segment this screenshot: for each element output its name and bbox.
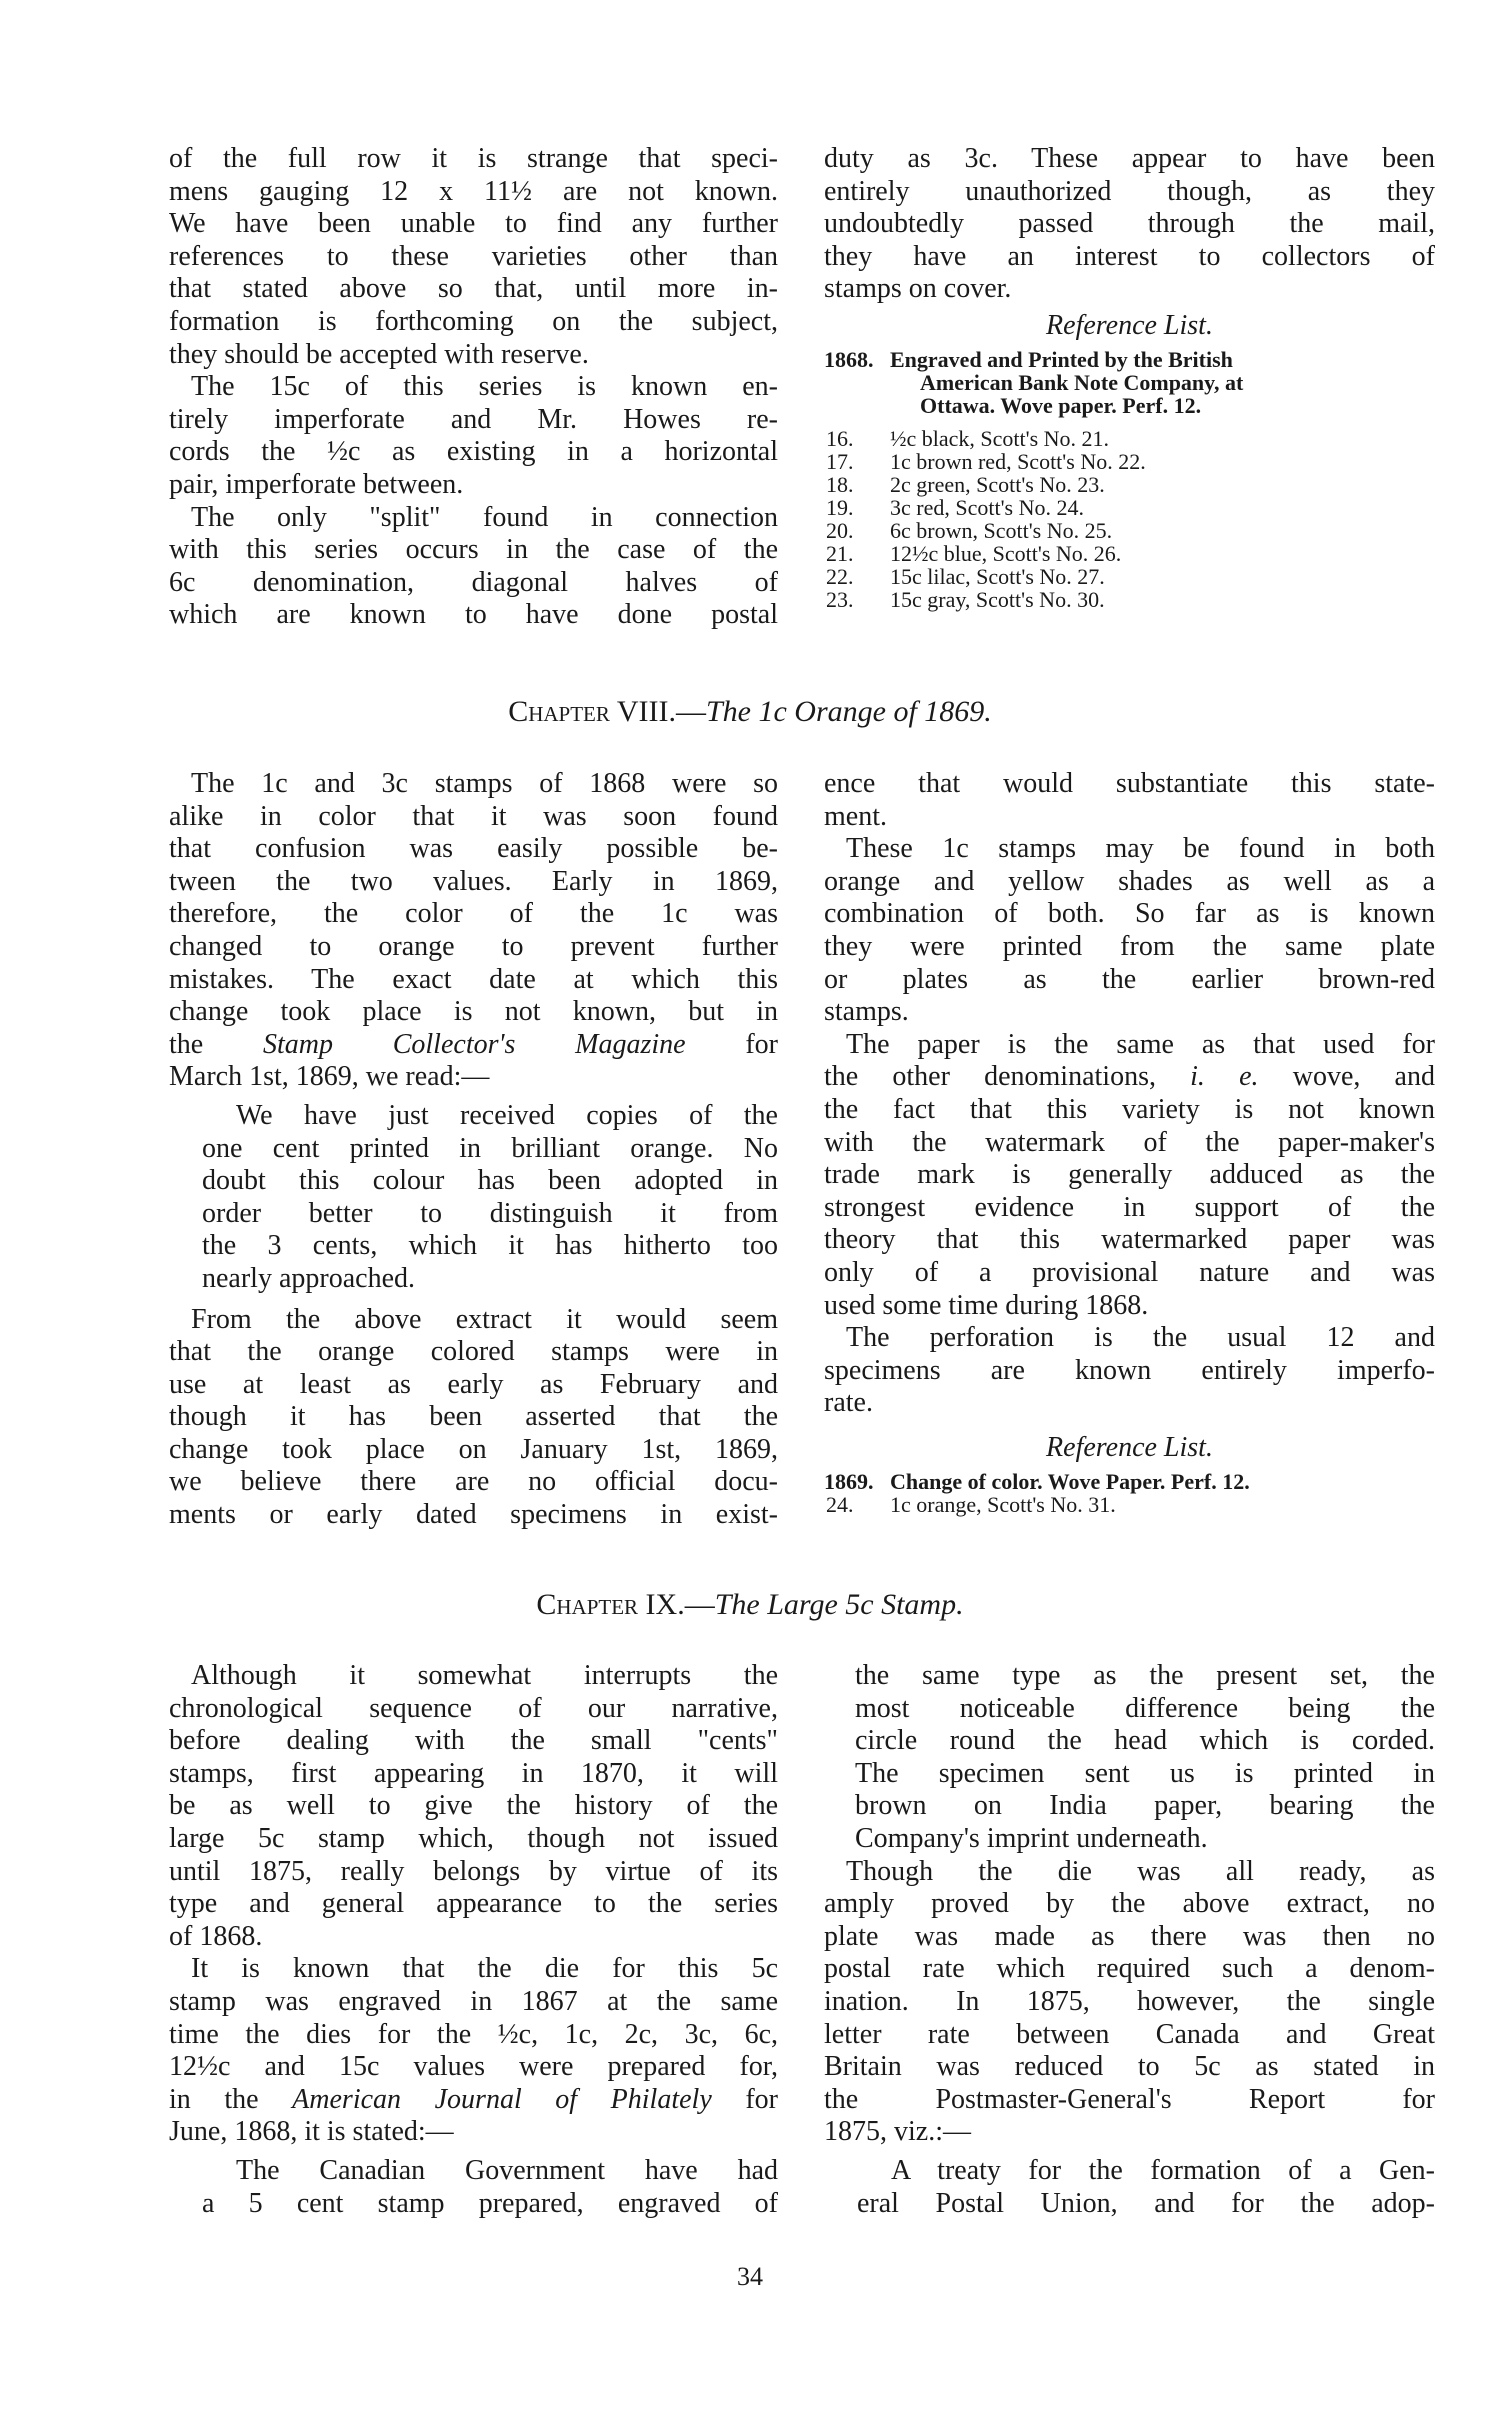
- text-line: [169, 1029, 778, 1062]
- text-line: the 3 cents, which it has hitherto too: [202, 1230, 778, 1262]
- reference-item-text: 3c red, Scott's No. 24.: [890, 494, 1084, 520]
- text-line: trade mark is generally adduced as the: [824, 1159, 1435, 1191]
- reference-list-1869: [824, 1470, 1435, 1516]
- reference-item-text: 2c green, Scott's No. 23.: [890, 471, 1105, 497]
- text-line: therefore, the color of the 1c was: [169, 898, 778, 930]
- reference-item: [826, 473, 1435, 496]
- text-line: Though the die was all ready, as: [846, 1855, 1435, 1887]
- reference-item-number: 21.: [826, 540, 854, 566]
- text-line: of the full row it is strange that speci-: [169, 143, 778, 174]
- reference-description-line: Ottawa. Wove paper. Perf. 12.: [920, 392, 1202, 418]
- text-line: stamps.: [824, 996, 909, 1028]
- paragraph: [824, 768, 1435, 833]
- text-line: most noticeable difference being the: [855, 1692, 1435, 1724]
- text-line: ination. In 1875, however, the single: [824, 1985, 1435, 2017]
- text-line: which are known to have done postal: [169, 599, 778, 631]
- text-line: From the above extract it would seem: [191, 1303, 778, 1335]
- text-line: they have an interest to collectors of: [824, 240, 1435, 272]
- chapter-title: The Large 5c Stamp.: [714, 1588, 964, 1621]
- paragraph: [169, 1953, 778, 2149]
- bottom-left-column: [169, 1660, 778, 2228]
- text-line: they should be accepted with reserve.: [169, 338, 589, 370]
- paragraph: [169, 502, 778, 632]
- reference-description-line: Engraved and Printed by the British: [890, 346, 1233, 372]
- text-line: changed to orange to prevent further: [169, 930, 778, 962]
- text-line: brown on India paper, bearing the: [855, 1790, 1435, 1822]
- reference-item-number: 20.: [826, 517, 854, 543]
- text-line: stamps, first appearing in 1870, it will: [169, 1757, 778, 1789]
- text-line: stamp was engraved in 1867 at the same: [169, 1985, 778, 2017]
- reference-item-number: 19.: [826, 494, 854, 520]
- text-line: the Postmaster-General's Report for: [824, 2083, 1435, 2115]
- middle-right-text: [824, 768, 1435, 1420]
- reference-item-number: 17.: [826, 448, 854, 474]
- reference-description: [890, 348, 1435, 417]
- text-line: chronological sequence of our narrative,: [169, 1692, 778, 1724]
- text-line: the fact that this variety is not known: [824, 1093, 1435, 1125]
- text-line: The 1c and 3c stamps of 1868 were so: [191, 768, 778, 799]
- text-line: amply proved by the above extract, no: [824, 1888, 1435, 1920]
- text-line: June, 1868, it is stated:—: [169, 2116, 454, 2148]
- block-quote: [169, 2155, 778, 2220]
- text-line: tirely imperforate and Mr. Howes re-: [169, 403, 778, 435]
- text-line: until 1875, really belongs by virtue of its: [169, 1855, 778, 1887]
- text-segment: the other denominations,: [824, 1061, 1191, 1093]
- top-right-text: [824, 143, 1435, 306]
- paragraph: [169, 371, 778, 501]
- text-line: We have just received copies of the: [236, 1099, 778, 1131]
- text-segment: for: [711, 2083, 778, 2115]
- paragraph: [169, 1304, 778, 1532]
- text-line: we believe there are no official docu-: [169, 1466, 778, 1498]
- text-line: combination of both. So far as is known: [824, 898, 1435, 930]
- reference-item-number: 22.: [826, 563, 854, 589]
- text-line: mistakes. The exact date at which this: [169, 963, 778, 995]
- text-line: 6c denomination, diagonal halves of: [169, 566, 778, 598]
- text-line: rate.: [824, 1387, 873, 1419]
- text-line: a 5 cent stamp prepared, engraved of: [202, 2187, 778, 2219]
- text-line: The only "split" found in connection: [191, 501, 778, 533]
- text-line: 12½c and 15c values were prepared for,: [169, 2051, 778, 2083]
- paragraph: [169, 768, 778, 1094]
- italic-title: i. e.: [1190, 1061, 1259, 1093]
- text-line: they were printed from the same plate: [824, 930, 1435, 962]
- text-line: doubt this colour has been adopted in: [202, 1165, 778, 1197]
- chapter-label: Chapter VIII.: [508, 695, 676, 728]
- text-line: use at least as early as February and: [169, 1368, 778, 1400]
- text-line: nearly approached.: [202, 1262, 415, 1294]
- reference-item-text: 6c brown, Scott's No. 25.: [890, 517, 1113, 543]
- text-line: These 1c stamps may be found in both: [846, 833, 1435, 865]
- text-line: theory that this watermarked paper was: [824, 1224, 1435, 1256]
- text-line: time the dies for the ½c, 1c, 2c, 3c, 6c,: [169, 2018, 778, 2050]
- text-line: The specimen sent us is printed in: [855, 1757, 1435, 1789]
- text-line: with the watermark of the paper-maker's: [824, 1126, 1435, 1158]
- top-right-column: [824, 143, 1435, 611]
- chapter-heading-ix: Chapter IX.—The Large 5c Stamp.: [536, 1588, 964, 1621]
- text-line: duty as 3c. These appear to have been: [824, 143, 1435, 174]
- text-line: letter rate between Canada and Great: [824, 2018, 1435, 2050]
- paragraph: [824, 143, 1435, 306]
- reference-item: [826, 519, 1435, 542]
- text-line: Britain was reduced to 5c as stated in: [824, 2051, 1435, 2083]
- text-line: postal rate which required such a denom-: [824, 1953, 1435, 1985]
- block-quote: [824, 2155, 1435, 2220]
- text-line: pair, imperforate between.: [169, 468, 464, 500]
- reference-item-number: 18.: [826, 471, 854, 497]
- text-line: It is known that the die for this 5c: [191, 1953, 778, 1985]
- text-line: ment.: [824, 800, 887, 832]
- text-line: entirely unauthorized though, as they: [824, 175, 1435, 207]
- text-line: though it has been asserted that the: [169, 1401, 778, 1433]
- text-line: The paper is the same as that used for: [846, 1028, 1435, 1060]
- reference-item-number: 16.: [826, 425, 854, 451]
- text-segment: for: [685, 1028, 778, 1060]
- reference-item: [826, 427, 1435, 450]
- text-line: Company's imprint underneath.: [855, 1822, 1208, 1854]
- text-line: cords the ½c as existing in a horizontal: [169, 436, 778, 468]
- reference-description-line: Change of color. Wove Paper. Perf. 12.: [890, 1468, 1250, 1494]
- chapter-title: The 1c Orange of 1869.: [705, 695, 992, 728]
- text-line: of 1868.: [169, 1920, 263, 1952]
- text-line: order better to distinguish it from: [202, 1197, 778, 1229]
- reference-item: [826, 1493, 1435, 1516]
- text-line: tween the two values. Early in 1869,: [169, 865, 778, 897]
- reference-item-text: ½c black, Scott's No. 21.: [890, 425, 1110, 451]
- reference-header: [824, 1470, 1435, 1493]
- text-line: the same type as the present set, the: [855, 1660, 1435, 1691]
- text-line: A treaty for the formation of a Gen-: [891, 2154, 1435, 2186]
- text-line: used some time during 1868.: [824, 1289, 1149, 1321]
- text-line: stamps on cover.: [824, 273, 1012, 305]
- reference-item: [826, 496, 1435, 519]
- chapter-label: Chapter IX.: [536, 1588, 685, 1621]
- text-line: be as well to give the history of the: [169, 1790, 778, 1822]
- reference-item-text: 12½c blue, Scott's No. 26.: [890, 540, 1122, 566]
- reference-item-number: 23.: [826, 586, 854, 612]
- text-line: specimens are known entirely imperfo-: [824, 1354, 1435, 1386]
- text-line: plate was made as there was then no: [824, 1920, 1435, 1952]
- page-number: 34: [737, 2262, 763, 2291]
- reference-year: 1869.: [824, 1468, 874, 1494]
- reference-header: [824, 348, 1435, 417]
- reference-list-1868: [824, 348, 1435, 611]
- paragraph: [824, 1029, 1435, 1322]
- text-line: strongest evidence in support of the: [824, 1191, 1435, 1223]
- text-line: or plates as the earlier brown-red: [824, 963, 1435, 995]
- text-line: ence that would substantiate this state-: [824, 768, 1435, 799]
- middle-left-column: [169, 768, 778, 1532]
- text-line: change took place is not known, but in: [169, 996, 778, 1028]
- text-line: orange and yellow shades as well as a: [824, 865, 1435, 897]
- paragraph: [169, 1660, 778, 1953]
- reference-item-text: 15c lilac, Scott's No. 27.: [890, 563, 1105, 589]
- text-segment: the: [169, 1028, 263, 1060]
- text-line: We have been unable to find any further: [169, 208, 778, 240]
- text-line: circle round the head which is corded.: [855, 1725, 1435, 1757]
- middle-right-column: [824, 768, 1435, 1516]
- text-line: one cent printed in brilliant orange. No: [202, 1132, 778, 1164]
- text-segment: wove, and: [1258, 1061, 1435, 1093]
- reference-item-number: 24.: [826, 1491, 854, 1517]
- text-line: that stated above so that, until more in-: [169, 273, 778, 305]
- reference-item: [826, 542, 1435, 565]
- text-line: The Canadian Government have had: [236, 2154, 778, 2186]
- text-line: ments or early dated specimens in exist-: [169, 1499, 778, 1531]
- text-line: only of a provisional nature and was: [824, 1256, 1435, 1288]
- text-line: March 1st, 1869, we read:—: [169, 1061, 490, 1093]
- text-line: The perforation is the usual 12 and: [846, 1322, 1435, 1354]
- reference-list-title: Reference List.: [1046, 309, 1213, 341]
- reference-year: 1868.: [824, 346, 874, 372]
- text-line: undoubtedly passed through the mail,: [824, 208, 1435, 240]
- reference-list-title: Reference List.: [1046, 1431, 1213, 1463]
- text-line: [169, 2084, 778, 2117]
- italic-title: American Journal of Philately: [292, 2083, 712, 2115]
- text-line: mens gauging 12 x 11½ are not known.: [169, 175, 778, 207]
- chapter-heading-viii: Chapter VIII.—The 1c Orange of 1869.: [508, 695, 992, 728]
- bottom-right-column: [824, 1660, 1435, 2228]
- paragraph: [169, 143, 778, 371]
- text-line: that confusion was easily possible be-: [169, 833, 778, 865]
- paragraph: [824, 1660, 1435, 1856]
- text-segment: in the: [169, 2083, 293, 2115]
- reference-item-text: 15c gray, Scott's No. 30.: [890, 586, 1105, 612]
- text-line: large 5c stamp which, though not issued: [169, 1822, 778, 1854]
- italic-title: Stamp Collector's Magazine: [262, 1028, 686, 1060]
- text-line: The 15c of this series is known en-: [191, 371, 778, 403]
- paragraph: [824, 1322, 1435, 1420]
- text-line: change took place on January 1st, 1869,: [169, 1433, 778, 1465]
- reference-item: [826, 588, 1435, 611]
- text-line: references to these varieties other than: [169, 240, 778, 272]
- text-line: 1875, viz.:—: [824, 2116, 971, 2148]
- top-left-column: [169, 143, 778, 632]
- reference-item-text: 1c brown red, Scott's No. 22.: [890, 448, 1146, 474]
- reference-item: [826, 450, 1435, 473]
- reference-item: [826, 565, 1435, 588]
- text-line: [824, 1061, 1435, 1094]
- reference-description: [890, 1470, 1435, 1493]
- text-line: eral Postal Union, and for the adop-: [857, 2187, 1435, 2219]
- text-line: with this series occurs in the case of the: [169, 534, 778, 566]
- text-line: that the orange colored stamps were in: [169, 1336, 778, 1368]
- text-line: Although it somewhat interrupts the: [191, 1660, 778, 1691]
- text-line: before dealing with the small "cents": [169, 1725, 778, 1757]
- text-line: formation is forthcoming on the subject,: [169, 305, 778, 337]
- reference-item-text: 1c orange, Scott's No. 31.: [890, 1491, 1116, 1517]
- block-quote: [169, 1100, 778, 1296]
- text-line: alike in color that it was soon found: [169, 800, 778, 832]
- paragraph: [824, 1856, 1435, 2149]
- text-line: type and general appearance to the series: [169, 1888, 778, 1920]
- paragraph: [824, 833, 1435, 1029]
- reference-description-line: American Bank Note Company, at: [920, 369, 1244, 395]
